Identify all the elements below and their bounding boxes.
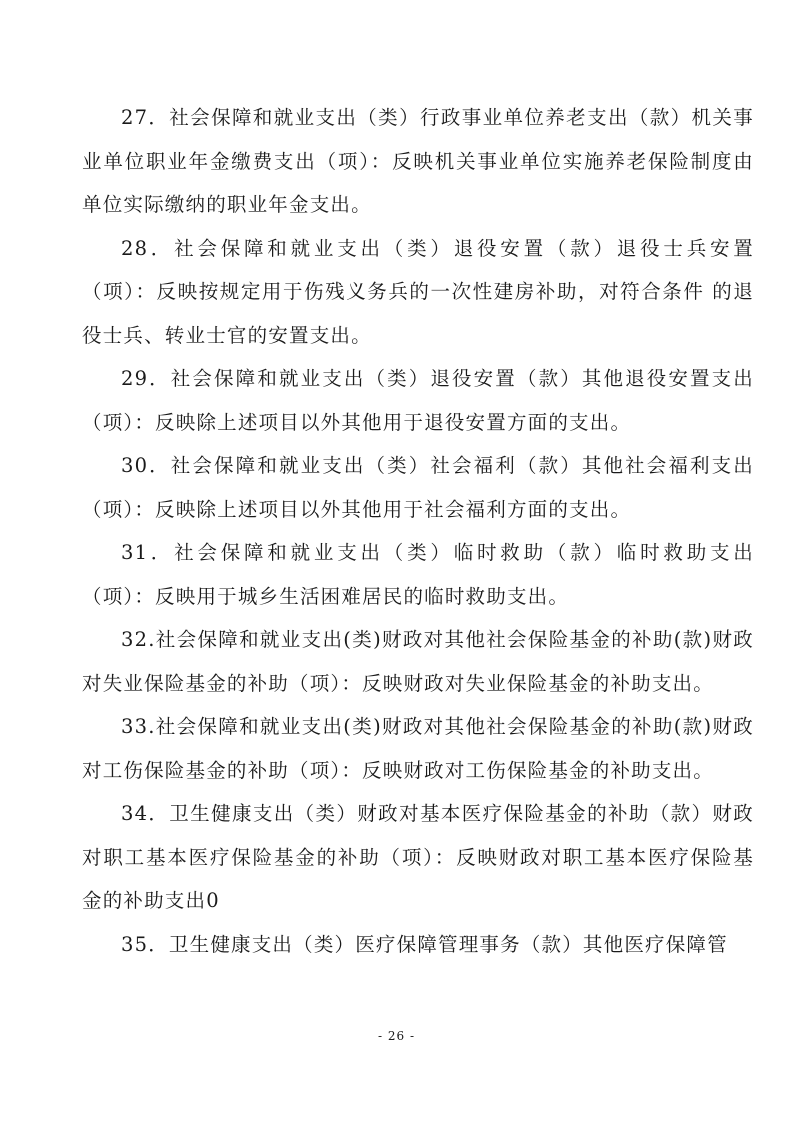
- paragraph-31: 31．社会保障和就业支出（类）临时救助（款）临时救助支出（项）：反映用于城乡生活困难居民的临时救助支出。: [82, 541, 754, 608]
- paragraph-34: 34．卫生健康支出（类）财政对基本医疗保险基金的补助（款）财政对职工基本医疗保险基金的补助（项）：反映财政对职工基本医疗保险基金的补助支出0: [82, 802, 754, 912]
- page-number: - 26 -: [377, 1029, 415, 1043]
- paragraph-27: 27．社会保障和就业支出（类）行政事业单位养老支出（款）机关事业单位职业年金缴费支出（项）：反映机关事业单位实施养老保险制度由单位实际缴纳的职业年金支出。: [82, 106, 754, 216]
- paragraph-35: 35．卫生健康支出（类）医疗保障管理事务（款）其他医疗保障管: [121, 932, 728, 956]
- paragraph-28: 28．社会保障和就业支出（类）退役安置（款）退役士兵安置（项）：反映按规定用于伤残义务兵的一次性建房补助，对符合条件 的退役士兵、转业士官的安置支出。: [82, 236, 754, 347]
- paragraph-33: 33.社会保障和就业支出(类)财政对其他社会保险基金的补助(款)财政对工伤保险基金的补助（项）：反映财政对工伤保险基金的补助支出。: [82, 715, 754, 782]
- paragraph-30: 30．社会保障和就业支出（类）社会福利（款）其他社会福利支出（项）：反映除上述项目以外其他用于社会福利方面的支出。: [82, 454, 754, 521]
- document-body: [82, 96, 754, 966]
- paragraph-32: 32.社会保障和就业支出(类)财政对其他社会保险基金的补助(款)财政对失业保险基金的补助（项）：反映财政对失业保险基金的补助支出。: [82, 628, 754, 695]
- paragraph-29: 29．社会保障和就业支出（类）退役安置（款）其他退役安置支出（项）：反映除上述项目以外其他用于退役安置方面的支出。: [82, 367, 754, 434]
